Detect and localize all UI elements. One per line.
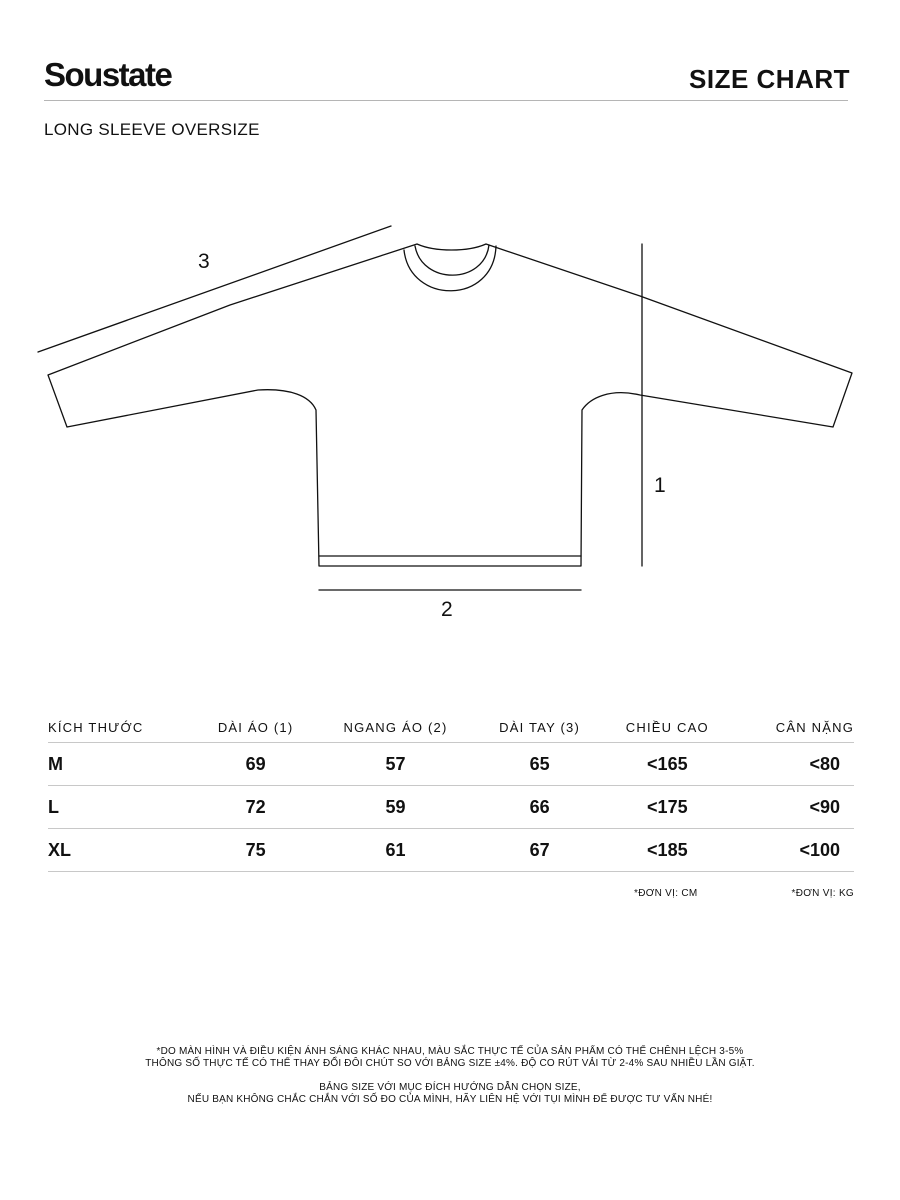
label-sleeve: 3 [198,250,210,273]
cell-length: 75 [197,829,315,872]
col-header-height: CHIỀU CAO [603,712,732,743]
unit-note-kg: *ĐƠN VỊ: KG [791,888,854,899]
table-row [48,829,854,872]
table-header-row [48,712,854,743]
cell-sleeve: 67 [477,829,603,872]
cell-sleeve: 65 [477,743,603,786]
col-header-weight: CÂN NẶNG [732,712,854,743]
cell-size: M [48,743,197,786]
cell-size: L [48,786,197,829]
col-header-width: NGANG ÁO (2) [315,712,477,743]
cell-width: 61 [315,829,477,872]
label-width: 2 [441,598,453,621]
brand-logo: Soustate [44,56,172,93]
label-length: 1 [654,474,666,497]
cell-height: <175 [603,786,732,829]
cell-length: 69 [197,743,315,786]
table-row [48,786,854,829]
cell-height: <165 [603,743,732,786]
col-header-length: DÀI ÁO (1) [197,712,315,743]
page-title: SIZE CHART [689,64,850,94]
table-row [48,743,854,786]
size-table [48,712,854,872]
cell-width: 59 [315,786,477,829]
col-header-sleeve: DÀI TAY (3) [477,712,603,743]
cell-width: 57 [315,743,477,786]
cell-height: <185 [603,829,732,872]
footnote-line: BẢNG SIZE VỚI MỤC ĐÍCH HƯỚNG DẪN CHỌN SIZE, [319,1082,581,1093]
garment-diagram [0,200,900,640]
footnote-line: *DO MÀN HÌNH VÀ ĐIỀU KIỆN ÁNH SÁNG KHÁC NHAU, MÀU SẮC THỰC TẾ CỦA SẢN PHẨM CÓ THỂ CHÊNH LỆCH 3-5% [156,1046,744,1057]
cell-size: XL [48,829,197,872]
shirt-outline [48,244,852,566]
cell-length: 72 [197,786,315,829]
cell-weight: <80 [732,743,854,786]
header-divider [44,100,848,101]
footnote-line: NẾU BẠN KHÔNG CHẮC CHẮN VỚI SỐ ĐO CỦA MÌNH, HÃY LIÊN HỆ VỚI TỤI MÌNH ĐỂ ĐƯỢC TƯ VẤN NHÉ! [187,1094,713,1105]
col-header-size: KÍCH THƯỚC [48,712,197,743]
cell-sleeve: 66 [477,786,603,829]
collar [404,246,496,291]
product-name: LONG SLEEVE OVERSIZE [44,120,260,139]
dim-line-sleeve [38,226,391,352]
footnote-line: THÔNG SỐ THỰC TẾ CÓ THỂ THAY ĐỔI ĐÔI CHÚT SO VỚI BẢNG SIZE ±4%. ĐỘ CO RÚT VẢI TỪ 2-4% SAU NHIỀU LẦN GIẶT. [145,1058,755,1069]
unit-note-cm: *ĐƠN VỊ: CM [634,888,698,899]
cell-weight: <90 [732,786,854,829]
cell-weight: <100 [732,829,854,872]
